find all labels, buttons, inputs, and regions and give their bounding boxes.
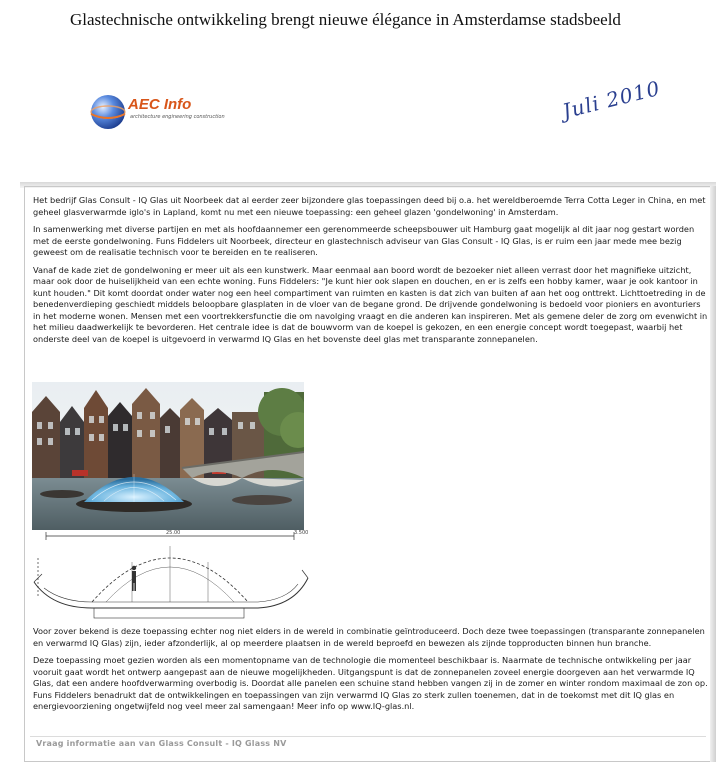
footer-divider	[30, 736, 706, 737]
headline: Glastechnische ontwikkeling brengt nieuwe élégance in Amsterdamse stadsbeeld	[70, 10, 621, 29]
drawing-dim-main: 25.00	[166, 530, 181, 536]
article-paragraph: In samenwerking met diverse partijen en met als hoofdaannemer een gerenommeerde scheepsbouwer uit Hamburg gaat mogelijk al dit jaar nog gestart worden met de eerste gondelwoning. Funs Fiddelers uit Noorbeek, directeur en glastechnisch adviseur van Glas Consult - IQ Glas, is er ruim een jaar mede mee bezig geweest om de realisatie technisch voor te bereiden en te realiseren.	[33, 224, 695, 257]
handwritten-date: Juli 2010	[560, 75, 663, 124]
footer-text: Vraag informatie aan van Glass Consult - IQ Glass NV	[36, 739, 287, 748]
amsterdam-canal-photo	[32, 382, 304, 530]
aec-info-logo	[88, 92, 228, 132]
logo-tagline: architecture engineering construction	[130, 114, 225, 120]
article-paragraph: Vanaf de kade ziet de gondelwoning er meer uit als een kunstwerk. Maar eenmaal aan boord wordt de bezoeker niet alleen verrast door het magnifieke uitzicht, maar ook door de huiselijkheid van een echte woning. Funs Fiddelers: "Je kunt hier ook slapen en douchen, en er is zelfs een hobby kamer, waar je ook kantoor in kunt houden." Dit komt doordat onder water nog een heel compartiment van ruimten en kasten is dat zich van buiten af aan het oog onttrekt. Lichttoetreding in de benedenverdieping geschiedt middels beloopbare glasplaten in de vloer van de begane grond. De drijvende gondelwoning is bedoeld voor pioniers en avonturiers in het moderne wonen. Mensen met een voortrekkersfunctie die om navolging vraagt en die anderen kan inspireren. Met als gemene deler de zorg om evenwicht in het milieu daadwerkelijk te bevorderen. Het centrale idee is dat de bouwvorm van de koepel is gekozen, en een energie concept wordt toegepast, waarbij het onderste deel van de koepel is uitgevoerd in verwarmd IQ Glas en het bovenste deel glas met transparante zonnepanelen.	[33, 264, 708, 344]
logo-name: AEC Info	[128, 96, 192, 113]
article-body	[33, 195, 709, 351]
person-figure	[132, 566, 136, 591]
article-paragraph: Voor zover bekend is deze toepassing echter nog niet elders in de wereld in combinatie geïntroduceerd. Doch deze twee toepassingen (transparante zonnepanelen en verwarmd IQ Glas) zijn, ieder afzonderlijk, al op meerdere plaatsen in de wereld beproefd en bewezen als zijnde topproducten binnen hun branche.	[33, 626, 705, 648]
gondola-technical-drawing	[32, 528, 310, 620]
article-body-continued	[33, 626, 709, 719]
article-paragraph: Het bedrijf Glas Consult - IQ Glas uit Noorbeek dat al eerder zeer bijzondere glas toepassingen deed bij o.a. het wereldberoemde Terra Cotta Leger in China, en met geheel glasverwarmde iglo's in Lapland, komt nu met een nieuwe toepassing: een geheel glazen 'gondelwoning' in Amsterdam.	[33, 195, 706, 217]
drawing-dim-side: 3.500	[294, 530, 309, 536]
frame-right-shadow	[710, 186, 716, 762]
article-paragraph: Deze toepassing moet gezien worden als een momentopname van de technologie die momenteel beschikbaar is. Naarmate de technische ontwikkeling per jaar vooruit gaat wordt het ontwerp aangepast aan de nieuwe mogelijkheden. Uitgangspunt is dat de zonnepanelen zoveel energie doorgeven aan het verwarmde IQ Glas, dat een andere hoofdverwarming overbodig is. Doordat alle panelen een schuine stand hebben vangen zij in de zomer en winter rondom maximaal de zon op. Funs Fiddelers benadrukt dat de ontwikkelingen en toepassingen van zijn verwarmd IQ Glas zo sterk zullen toenemen, dat in de toekomst met dit IQ glas en energievoorziening ongetwijfeld nog veel meer zal samengaan! Meer info op www.IQ-glas.nl.	[33, 655, 708, 711]
globe-icon	[88, 92, 128, 132]
